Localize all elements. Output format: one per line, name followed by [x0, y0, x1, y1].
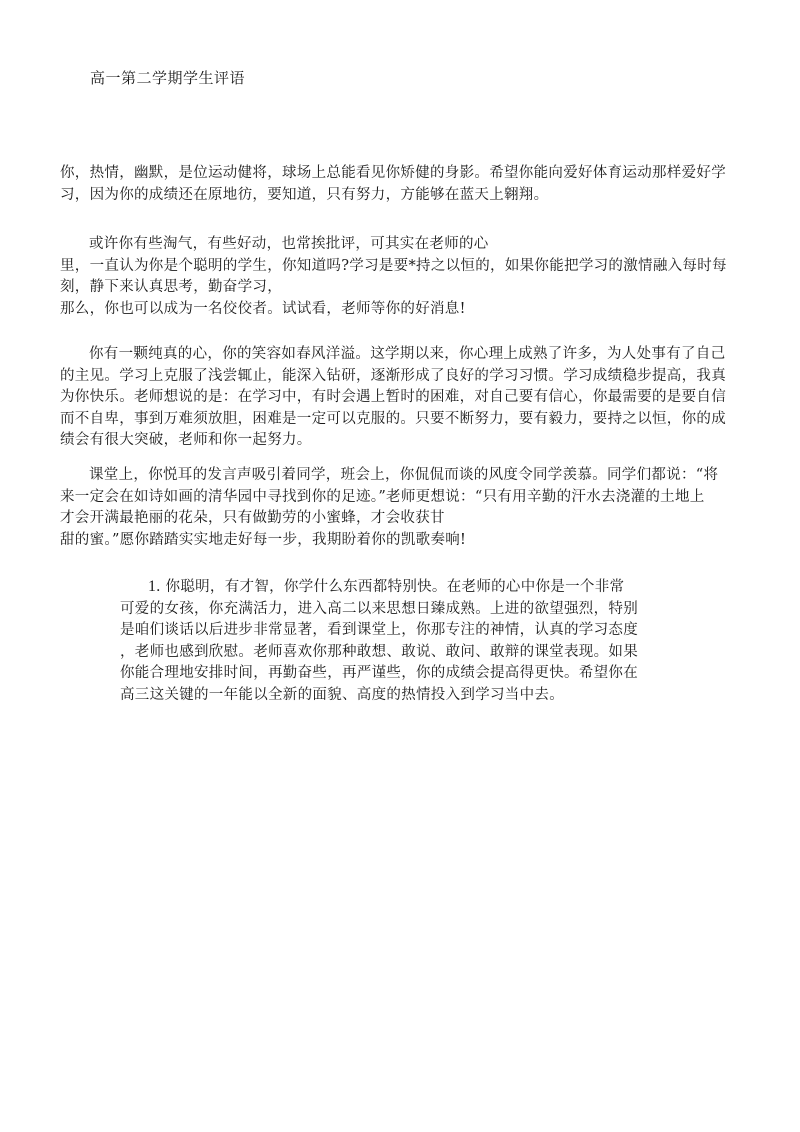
numbered-first-line: [120, 576, 680, 599]
paragraph-3: [60, 344, 750, 452]
paragraph-line: 你有一颗纯真的心，你的笑容如春风洋溢。这学期以来，你心理上成熟了许多，为人处事有了自己: [89, 346, 726, 362]
paragraph-1: [60, 163, 750, 206]
paragraph-line: 绩会有很大突破，老师和你一起努力。: [60, 432, 312, 448]
paragraph-line: 才会开满最艳丽的花朵，只有做勤劳的小蜜蜂，才会收获甘: [60, 510, 445, 526]
paragraph-line: 的主见。学习上克服了浅尝辄止，能深入钻研，逐渐形成了良好的学习习惯。学习成绩稳步提高，我真: [60, 367, 726, 384]
paragraph-line: 习，因为你的成绩还在原地彷，要知道，只有努力，方能够在蓝天上翱翔。: [60, 186, 549, 203]
paragraph-line: 你能合理地安排时间，再勤奋些，再严谨些，你的成绩会提高得更快。希望你在: [120, 665, 638, 681]
paragraph-line: 是咱们谈话以后进步非常显著，看到课堂上，你那专注的神情，认真的学习态度: [120, 622, 638, 638]
paragraph-4: [60, 465, 750, 551]
paragraph-2: [60, 234, 750, 320]
paragraph-5-numbered: [120, 576, 680, 706]
paragraph-line: ，老师也感到欣慰。老师喜欢你那种敢想、敢说、敢问、敢辩的课堂表现。如果: [120, 643, 638, 660]
paragraph-line: 里，一直认为你是个聪明的学生，你知道吗?学习是要*持之以恒的，如果你能把学习的激情融入每时每: [60, 257, 727, 274]
list-number: 1.: [148, 578, 161, 595]
paragraph-line: 可爱的女孩，你充满活力，进入高二以来思想日臻成熟。上进的欲望强烈，特别: [120, 600, 638, 617]
paragraph-line: 或许你有些淘气，有些好动，也常挨批评，可其实在老师的心: [89, 236, 489, 252]
document-title: 高一第二学期学生评语: [90, 69, 246, 87]
paragraph-line: 那么，你也可以成为一名佼佼者。试试看，老师等你的好消息!: [60, 300, 466, 317]
paragraph-line: 而不自卑，事到万难须放胆，困难是一定可以克服的。只要不断努力，要有毅力，要持之以恒，你的成: [60, 410, 726, 427]
paragraph-line: 高三这关键的一年能以全新的面貌、高度的热情投入到学习当中去。: [120, 686, 564, 703]
paragraph-line: 来一定会在如诗如画的清华园中寻找到你的足迹。”老师更想说：“只有用辛勤的汗水去浇灌的土地上: [60, 488, 705, 505]
paragraph-line: 刻，静下来认真思考，勤奋学习，: [60, 279, 282, 295]
paragraph-line: 甜的蜜。”愿你踏踏实实地走好每一步，我期盼着你的凯歌奏响!: [60, 531, 467, 548]
paragraph-line: 你聪明，有才智，你学什么东西都特别快。在老师的心中你是一个非常: [165, 579, 625, 595]
paragraph-line: 为你快乐。老师想说的是：在学习中，有时会遇上暂时的困难，对自己要有信心，你最需要的是要自信: [60, 389, 726, 405]
paragraph-line: 课堂上，你悦耳的发言声吸引着同学，班会上，你侃侃而谈的风度令同学羡慕。同学们都说：“将: [89, 467, 719, 483]
paragraph-line: 你，热情，幽默，是位运动健将，球场上总能看见你矫健的身影。希望你能向爱好体育运动那样爱好学: [60, 165, 726, 181]
